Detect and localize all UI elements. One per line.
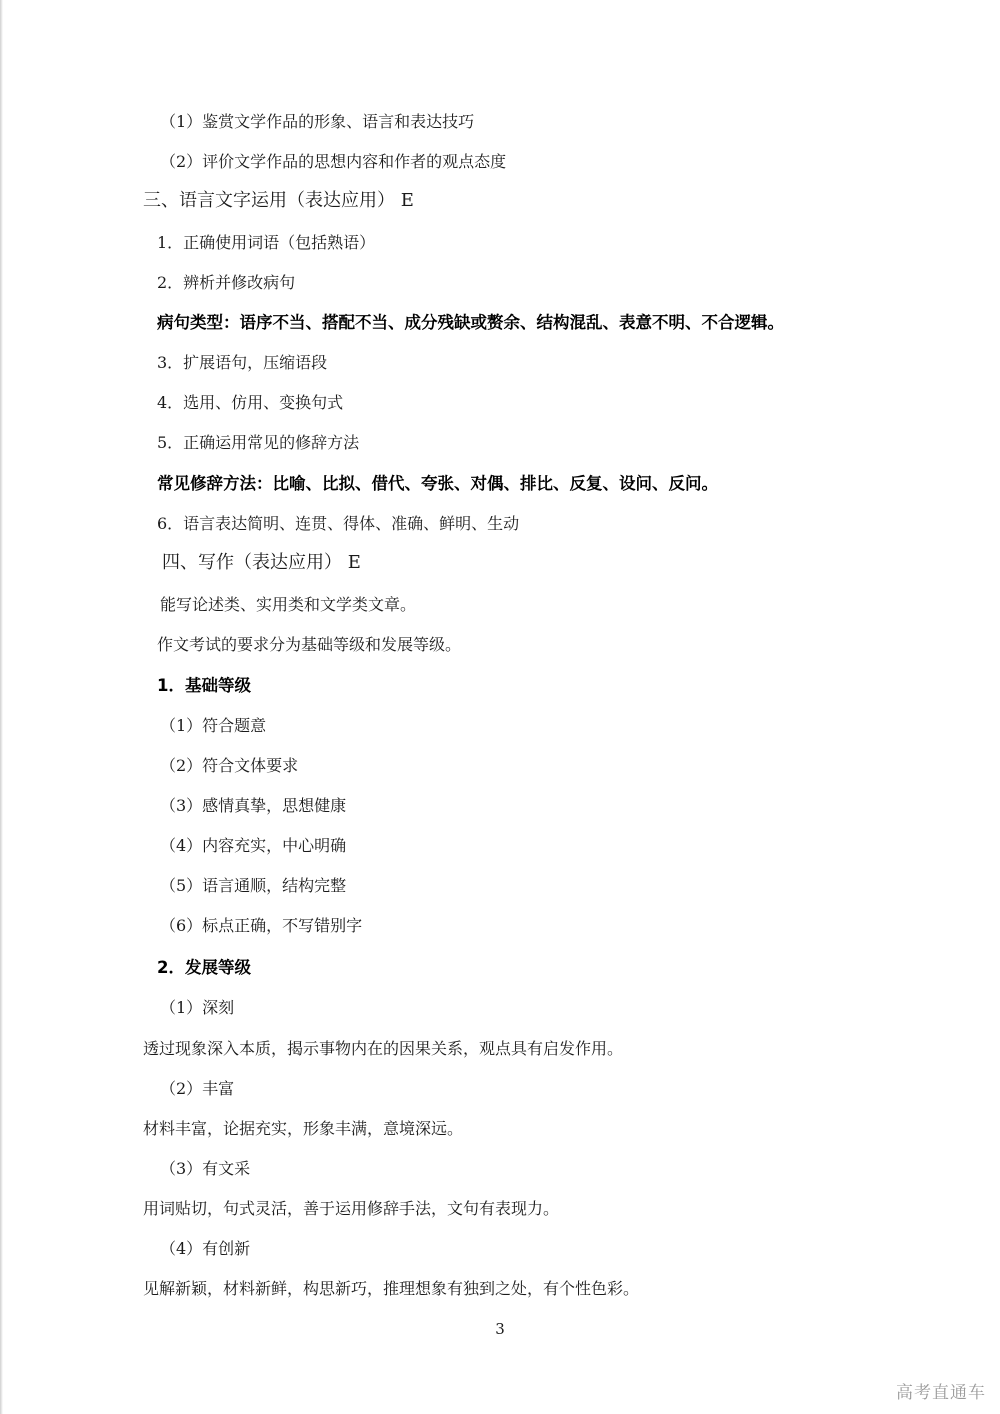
dev-item-2-desc: 材料丰富，论据充实，形象丰满，意境深远。 <box>143 1119 464 1138</box>
page-edge <box>0 0 3 1414</box>
writing-ability: 能写论述类、实用类和文学类文章。 <box>160 595 417 614</box>
writing-requirements: 作文考试的要求分为基础等级和发展等级。 <box>157 635 462 654</box>
subheading-basic-level: 1．基础等级 <box>157 676 251 695</box>
sick-sentence-types: 病句类型：语序不当、搭配不当、成分残缺或赘余、结构混乱、表意不明、不合逻辑。 <box>157 313 784 332</box>
list-item-evaluate: （2）评价文学作品的思想内容和作者的观点态度 <box>160 152 507 171</box>
basic-item-1: （1）符合题意 <box>160 716 267 735</box>
dev-item-2-title: （2）丰富 <box>160 1079 235 1098</box>
list-item-appreciate: （1）鉴赏文学作品的形象、语言和表达技巧 <box>160 112 475 131</box>
dev-item-4-desc: 见解新颖，材料新鲜，构思新巧，推理想象有独到之处，有个性色彩。 <box>143 1279 640 1298</box>
basic-item-6: （6）标点正确，不写错别字 <box>160 916 363 935</box>
rhetoric-methods: 常见修辞方法：比喻、比拟、借代、夸张、对偶、排比、反复、设问、反问。 <box>157 474 718 493</box>
list-item-rhetoric: 5．正确运用常见的修辞方法 <box>157 433 360 452</box>
list-item-expression: 6．语言表达简明、连贯、得体、准确、鲜明、生动 <box>157 514 520 533</box>
section-heading-writing: 四、写作（表达应用） E <box>162 552 361 573</box>
list-item-sentence-forms: 4．选用、仿用、变换句式 <box>157 393 344 412</box>
page-number: 3 <box>495 1320 505 1338</box>
basic-item-3: （3）感情真挚，思想健康 <box>160 796 347 815</box>
basic-item-2: （2）符合文体要求 <box>160 756 299 775</box>
list-item-expand: 3．扩展语句，压缩语段 <box>157 353 328 372</box>
dev-item-3-desc: 用词贴切，句式灵活，善于运用修辞手法，文句有表现力。 <box>143 1199 560 1218</box>
subheading-development-level: 2．发展等级 <box>157 958 251 977</box>
watermark-logo-text: 高考直通车 <box>896 1383 986 1403</box>
basic-item-4: （4）内容充实，中心明确 <box>160 836 347 855</box>
dev-item-1-desc: 透过现象深入本质，揭示事物内在的因果关系，观点具有启发作用。 <box>143 1039 624 1058</box>
section-heading-language-use: 三、语言文字运用（表达应用） E <box>143 190 414 211</box>
basic-item-5: （5）语言通顺，结构完整 <box>160 876 347 895</box>
list-item-words: 1．正确使用词语（包括熟语） <box>157 233 376 252</box>
dev-item-4-title: （4）有创新 <box>160 1239 251 1258</box>
list-item-sentences: 2．辨析并修改病句 <box>157 273 296 292</box>
dev-item-1-title: （1）深刻 <box>160 998 235 1017</box>
dev-item-3-title: （3）有文采 <box>160 1159 251 1178</box>
